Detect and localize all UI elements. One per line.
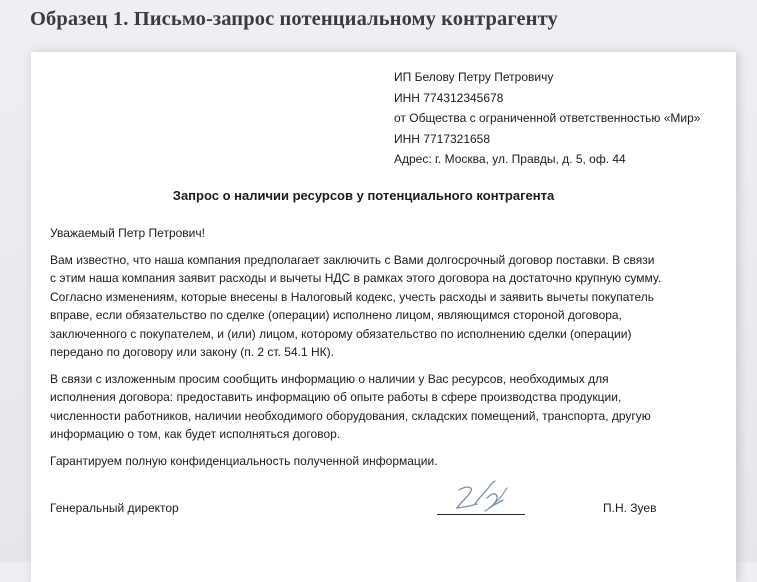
signer-role: Генеральный директор <box>50 501 179 515</box>
text-line: В связи с изложенным просим сообщить информацию о наличии у Вас ресурсов, необходимых для <box>50 371 609 386</box>
greeting: Уважаемый Петр Петрович! <box>50 226 205 240</box>
text-line: заключенного с покупателем, и (или) лицом, которому обязательство по исполнению сделки (операции) <box>50 326 632 341</box>
text-line: Вам известно, что наша компания предполагает заключить с Вами долгосрочный договор поставки. В связи <box>50 252 655 267</box>
text-line: вправе, если обязательство по сделке (операции) исполнено лицом, являющимся стороной договора, <box>50 308 622 322</box>
addressee-block <box>394 67 700 170</box>
handwritten-signature <box>435 478 527 520</box>
addressee-line: Адрес: г. Москва, ул. Правды, д. 5, оф. 44 <box>394 152 626 166</box>
text-line: передано по договору или закону (п. 2 ст. 54.1 НК). <box>50 345 334 359</box>
text-line: информацию о том, как будет исполняться договор. <box>50 427 341 441</box>
text-line: Согласно изменениям, которые внесены в Налоговый кодекс, учесть расходы и заявить вычеты покупатель <box>50 289 655 304</box>
addressee-line: от Общества с ограниченной ответственностью «Мир» <box>394 111 701 125</box>
signature-stroke <box>457 487 477 508</box>
letter-heading: Запрос о наличии ресурсов у потенциального контрагента <box>172 188 555 203</box>
text-line: исполнения договора: предоставить информацию об опыте работы в сфере производства продукции, <box>50 390 622 404</box>
letter-sheet <box>31 52 736 582</box>
addressee-line: ИНН 7717321658 <box>394 131 491 146</box>
paragraph-1 <box>50 251 710 362</box>
text-line: численности работников, наличии необходимого оборудования, складских помещений, транспорта, другую <box>50 408 651 423</box>
text-line: с этим наша компания заявит расходы и вычеты НДС в рамках этого договора на достаточно крупную сумму. <box>50 271 662 285</box>
letter-body <box>50 224 710 478</box>
paragraph-2 <box>50 370 710 444</box>
signer-name: П.Н. Зуев <box>603 501 657 515</box>
page-title: Образец 1. Письмо-запрос потенциальному контрагенту <box>30 8 558 30</box>
addressee-line: ИНН 774312345678 <box>394 90 504 105</box>
addressee-line: ИП Белову Петру Петровичу <box>394 70 554 84</box>
paragraph-3: Гарантируем полную конфиденциальность полученной информации. <box>50 453 438 468</box>
signature-stroke <box>475 481 503 508</box>
